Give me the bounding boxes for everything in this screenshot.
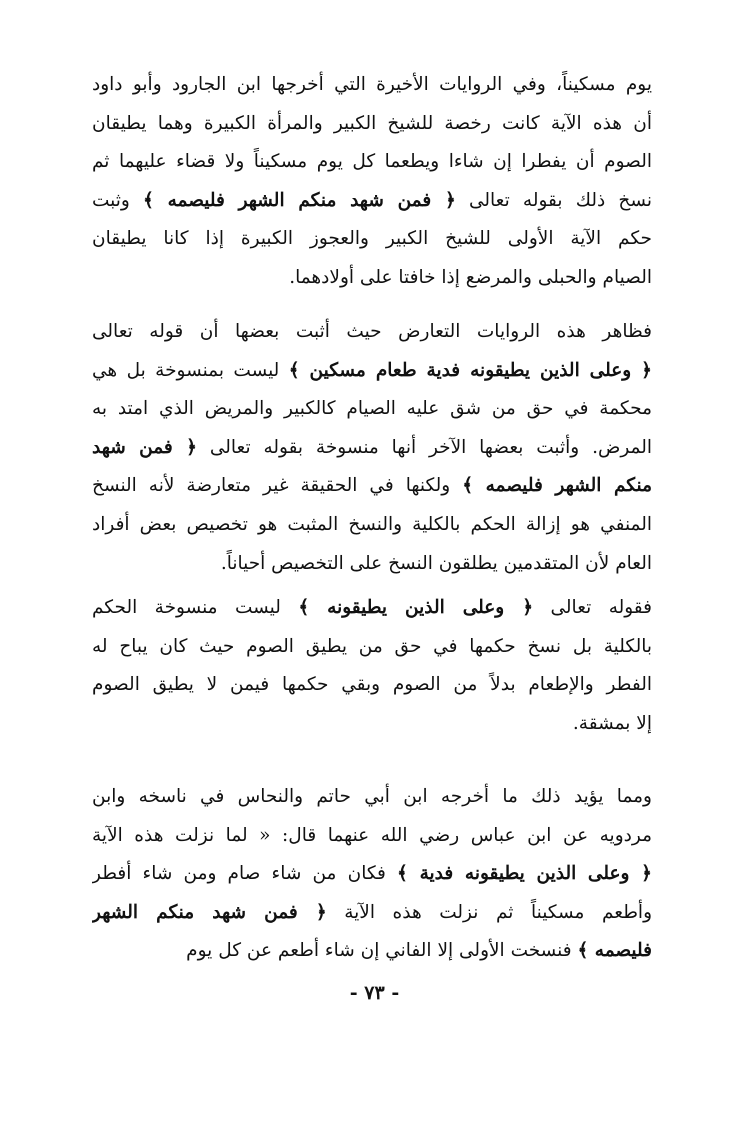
paragraph-3 xyxy=(92,589,652,743)
body-text: ليست منسوخة الحكم xyxy=(92,597,299,618)
text-line xyxy=(92,506,652,545)
body-text: وثبت xyxy=(92,189,144,211)
quran-verse-text: ﴿ وعلى الذين يطيقونه فدية طعام مسكين ﴾ xyxy=(288,359,652,381)
quran-verse-text: منكم الشهر فليصمه ﴾ xyxy=(462,475,652,497)
paragraph-1 xyxy=(92,66,652,298)
text-line xyxy=(92,628,652,667)
body-text: حكم الآية الأولى للشيخ الكبير والعجوز الكبيرة إذا كانا يطيقان xyxy=(92,228,652,250)
body-text: العام لأن المتقدمين يطلقون النسخ على التخصيص أحياناً. xyxy=(220,552,652,574)
text-line xyxy=(92,589,652,628)
body-text: مردويه عن ابن عباس رضي الله عنهما قال: « لما نزلت هذه الآية xyxy=(92,824,652,846)
quran-verse-text: ﴿ فمن شهد منكم الشهر فليصمه ﴾ xyxy=(143,189,456,211)
text-line xyxy=(92,894,652,933)
text-line xyxy=(92,545,652,584)
paragraph-4 xyxy=(92,778,652,971)
text-line xyxy=(92,932,652,971)
quran-verse-text: ﴿ وعلى الذين يطيقونه فدية ﴾ xyxy=(397,863,652,885)
text-line xyxy=(92,429,652,468)
quran-verse-text: فليصمه ﴾ xyxy=(577,940,652,962)
page-number: - ٧٣ - xyxy=(349,982,400,1004)
quran-verse-text: ﴿ وعلى الذين يطيقونه ﴾ xyxy=(298,597,534,618)
paragraph-2 xyxy=(92,313,652,583)
text-line xyxy=(92,705,652,744)
body-text: الصيام والحبلى والمرضع إذا خافتا على أولادهما. xyxy=(289,266,652,288)
text-line xyxy=(92,143,652,182)
body-text: الفطر والإطعام بدلاً من الصوم وبقي حكمها فيمن لا يطيق الصوم xyxy=(92,674,652,696)
body-text: فقوله تعالى xyxy=(533,597,652,618)
body-text: إلا بمشقة. xyxy=(572,712,652,734)
body-text: ليست بمنسوخة بل هي xyxy=(92,359,289,381)
body-text: أن هذه الآية كانت رخصة للشيخ الكبير والمرأة الكبيرة وهما يطيقان xyxy=(92,112,652,134)
body-text: ولكنها في الحقيقة غير متعارضة لأنه النسخ xyxy=(92,475,463,497)
body-text: وأطعم مسكيناً ثم نزلت هذه الآية xyxy=(326,901,652,923)
text-line xyxy=(92,313,652,352)
text-line xyxy=(92,220,652,259)
body-text: المرض. وأثبت بعضها الآخر أنها منسوخة بقوله تعالى xyxy=(197,436,652,458)
body-text: فنسخت الأولى إلا الفاني إن شاء أطعم عن كل يوم xyxy=(186,940,578,962)
text-line xyxy=(92,467,652,506)
body-text: نسخ ذلك بقوله تعالى xyxy=(455,189,652,211)
body-text: المنفي هو إزالة الحكم بالكلية والنسخ المثبت هو تخصيص بعض أفراد xyxy=(92,513,652,535)
text-line xyxy=(92,855,652,894)
text-line xyxy=(92,817,652,856)
text-line xyxy=(92,182,652,221)
text-line xyxy=(92,390,652,429)
body-text: محكمة في حق من شق عليه الصيام كالكبير والمريض الذي امتد به xyxy=(92,398,652,420)
body-text: بالكلية بل نسخ حكمها في حق من يطيق الصوم حيث كان يباح له xyxy=(92,635,652,657)
quran-verse-text: ﴿ فمن شهد منكم الشهر xyxy=(92,901,327,923)
text-line xyxy=(92,105,652,144)
text-line xyxy=(92,352,652,391)
text-line xyxy=(92,666,652,705)
body-text: يوم مسكيناً، وفي الروايات الأخيرة التي أخرجها ابن الجارود وأبو داود xyxy=(92,74,652,95)
body-text: ومما يؤيد ذلك ما أخرجه ابن أبي حاتم والنحاس في ناسخه وابن xyxy=(92,786,652,807)
text-line xyxy=(92,778,652,817)
quran-verse-text: ﴿ فمن شهد xyxy=(92,436,198,458)
body-text: فظاهر هذه الروايات التعارض حيث أثبت بعضها أن قوله تعالى xyxy=(92,321,652,342)
body-text: فكان من شاء صام ومن شاء أفطر xyxy=(92,863,398,885)
body-text: الصوم أن يفطرا إن شاءا ويطعما كل يوم مسكيناً ولا قضاء عليهما ثم xyxy=(92,151,652,173)
text-line xyxy=(92,66,652,105)
text-line xyxy=(92,259,652,298)
